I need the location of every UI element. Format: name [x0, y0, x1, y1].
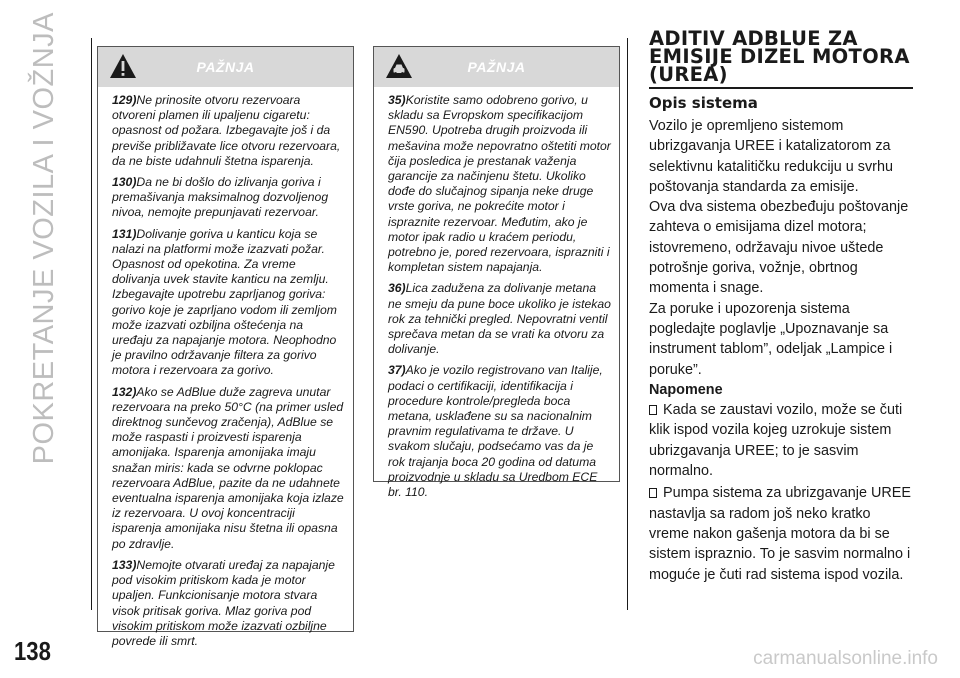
warning-item-number: 132) — [112, 384, 137, 399]
car-warning-icon — [384, 52, 414, 80]
warning-triangle-icon — [108, 52, 138, 80]
column-divider — [91, 38, 92, 610]
warning-label: PAŽNJA — [196, 59, 255, 75]
warning-item-number: 129) — [112, 93, 137, 107]
warning-item-text: Lica zadužena za dolivanje metana ne smeju da pune boce ukoliko je istekao rok za tehnički pregled. Nepovratni ventil sprečava metan da se vrati ka otvoru za dolivanje. — [388, 281, 611, 357]
warning-item-text: Da ne bi došlo do izlivanja goriva i premašivanja maksimalnog dozvoljenog nivoa, nemojte prepunjavati rezervoar. — [112, 175, 329, 220]
warning-box-left — [97, 46, 354, 648]
warning-item-text: Dolivanje goriva u kanticu koja se nalazi na platformi može izazvati požar. Opasnost od opekotina. Za vreme dolivanja uvek stavite kanticu na zemlju. Izbegavajte upotrebu zaprljanog goriva: gorivo koje je zaprljano vodom ili zemljom može izazvati ozbiljna oštećenja na uređaju za napajanje motora. Neophodno je pravilno održavanje filtera za gorivo motora i rezervoara za gorivo. — [112, 226, 337, 378]
warning-item — [388, 281, 611, 357]
warning-label: PAŽNJA — [467, 59, 526, 75]
warning-item — [112, 93, 345, 169]
paragraph: Vozilo je opremljeno sistemom ubrizgavanja UREE i katalizatorom za selektivnu katalitičku redukciju u svrhu poštovanja standarda za emisije. — [649, 118, 893, 195]
watermark: carmanualsonline.info — [753, 648, 938, 669]
section-subtitle: Opis sistema — [649, 94, 758, 112]
note-item: Kada se zaustavi vozilo, može se čuti klik ispod vozila kojeg uzrokuje sistem ubrizgavanja UREE; to je sasvim normalno. — [649, 402, 903, 480]
warning-item-text: Ako je vozilo registrovano van Italije, podaci o certifikaciji, identifikacija i procedure kontrole/pregleda boca metana, usklađene su sa nacionalnim pravnim regulativama te države. U svakom slučaju, podsećamo vas da je rok trajanja boca 20 godina od datuma proizvodnje u skladu sa Uredbom ECE br. 110. — [388, 363, 603, 500]
warning-item-text: Koristite samo odobreno gorivo, u skladu sa Evropskom specifikacijom EN590. Upotreba drugih proizvoda ili mešavina može nepovratno oštetiti motor čija posledica je prestanak važenja garancije za načinjenu štetu. Ukoliko dođe do slučajnog sipanja neke druge vrste goriva, ne pokrećite motor i ispraznite rezervoar. Međutim, ako je motor ipak radio u kraćem periodu, potrebno je, pored rezervoara, isprazniti i kompletan sistem napajanja. — [388, 93, 611, 275]
warning-item — [388, 93, 611, 275]
warning-item-number: 35) — [388, 93, 406, 107]
warning-item-text: Nemojte otvarati uređaj za napajanje pod visokim pritiskom kada je motor upaljen. Funkcionisanje motora stvara visok pritisak goriva. Mlaz goriva pod visokim pritiskom može izazvati ozbiljne povrede ili smrt. — [112, 557, 335, 648]
bullet-square-icon — [649, 488, 657, 498]
warning-box-middle — [373, 46, 620, 500]
bullet-square-icon — [649, 405, 657, 415]
warning-item-number: 36) — [388, 281, 406, 296]
side-chapter-title-text: POKRETANJE VOZILA I VOŽNJA — [27, 12, 60, 465]
warning-item-number: 131) — [112, 226, 137, 241]
warning-item-text: Ne prinosite otvoru rezervoara otvoreni plamen ili upaljenu cigaretu: opasnost od požara. Izbegavajte još i da previše približavate lice otvoru rezervoara, da ne biste udahnuli štetna isparenja. — [112, 93, 341, 168]
paragraph: Ova dva sistema obezbeđuju poštovanje zahteva o emisijama dizel motora; istovremeno, održavaju nivoe uštede potrošnje goriva, vožnje, obrtnog momenta i snage. — [649, 199, 909, 297]
side-chapter-title — [22, 12, 66, 662]
page-number: 138 — [14, 636, 51, 666]
note-item: Pumpa sistema za ubrizgavanje UREE nastavlja sa radom još neko kratko vreme nakon gašenja motora da bi se sistem ispraznio. To je sasvim normalno i moguće je čuti rad sistema ispod vozila. — [649, 485, 911, 583]
warning-item — [112, 227, 345, 379]
warning-item-number: 133) — [112, 557, 137, 572]
section-adblue — [649, 27, 913, 585]
warning-item-number: 130) — [112, 175, 137, 190]
paragraph: Za poruke i upozorenja sistema pogledajte poglavlje „Upoznavanje sa instrument tablom”, odeljak „Lampice i poruke”. — [649, 300, 893, 378]
warning-item-number: 37) — [388, 363, 406, 378]
column-divider — [627, 38, 628, 610]
warning-body — [98, 87, 353, 661]
warning-item — [112, 175, 345, 221]
warning-header — [98, 47, 353, 87]
warning-body — [374, 87, 619, 512]
warning-item — [112, 558, 345, 649]
warning-item — [388, 363, 611, 500]
warning-header — [374, 47, 619, 87]
section-title: ADITIV ADBLUE ZA EMISIJE DIZEL MOTORA (UREA) — [649, 30, 913, 89]
notes-heading: Napomene — [649, 381, 723, 398]
warning-item — [112, 385, 345, 552]
warning-item-text: Ako se AdBlue duže zagreva unutar rezervoara na preko 50°C (na primer usled direktnog sunčevog zračenja), AdBlue se može raspasti i proizvesti isparenja amonijaka. Isparenja amonijaka imaju snažan miris: kada se odvrne poklopac rezervoara AdBlue, pazite da ne udahnete eventualna isparenja amonijaka koja izlaze iz rezervoara. U ovoj koncentraciji isparenja amonijaka nisu štetna ili opasna po zdravlje. — [112, 384, 344, 551]
